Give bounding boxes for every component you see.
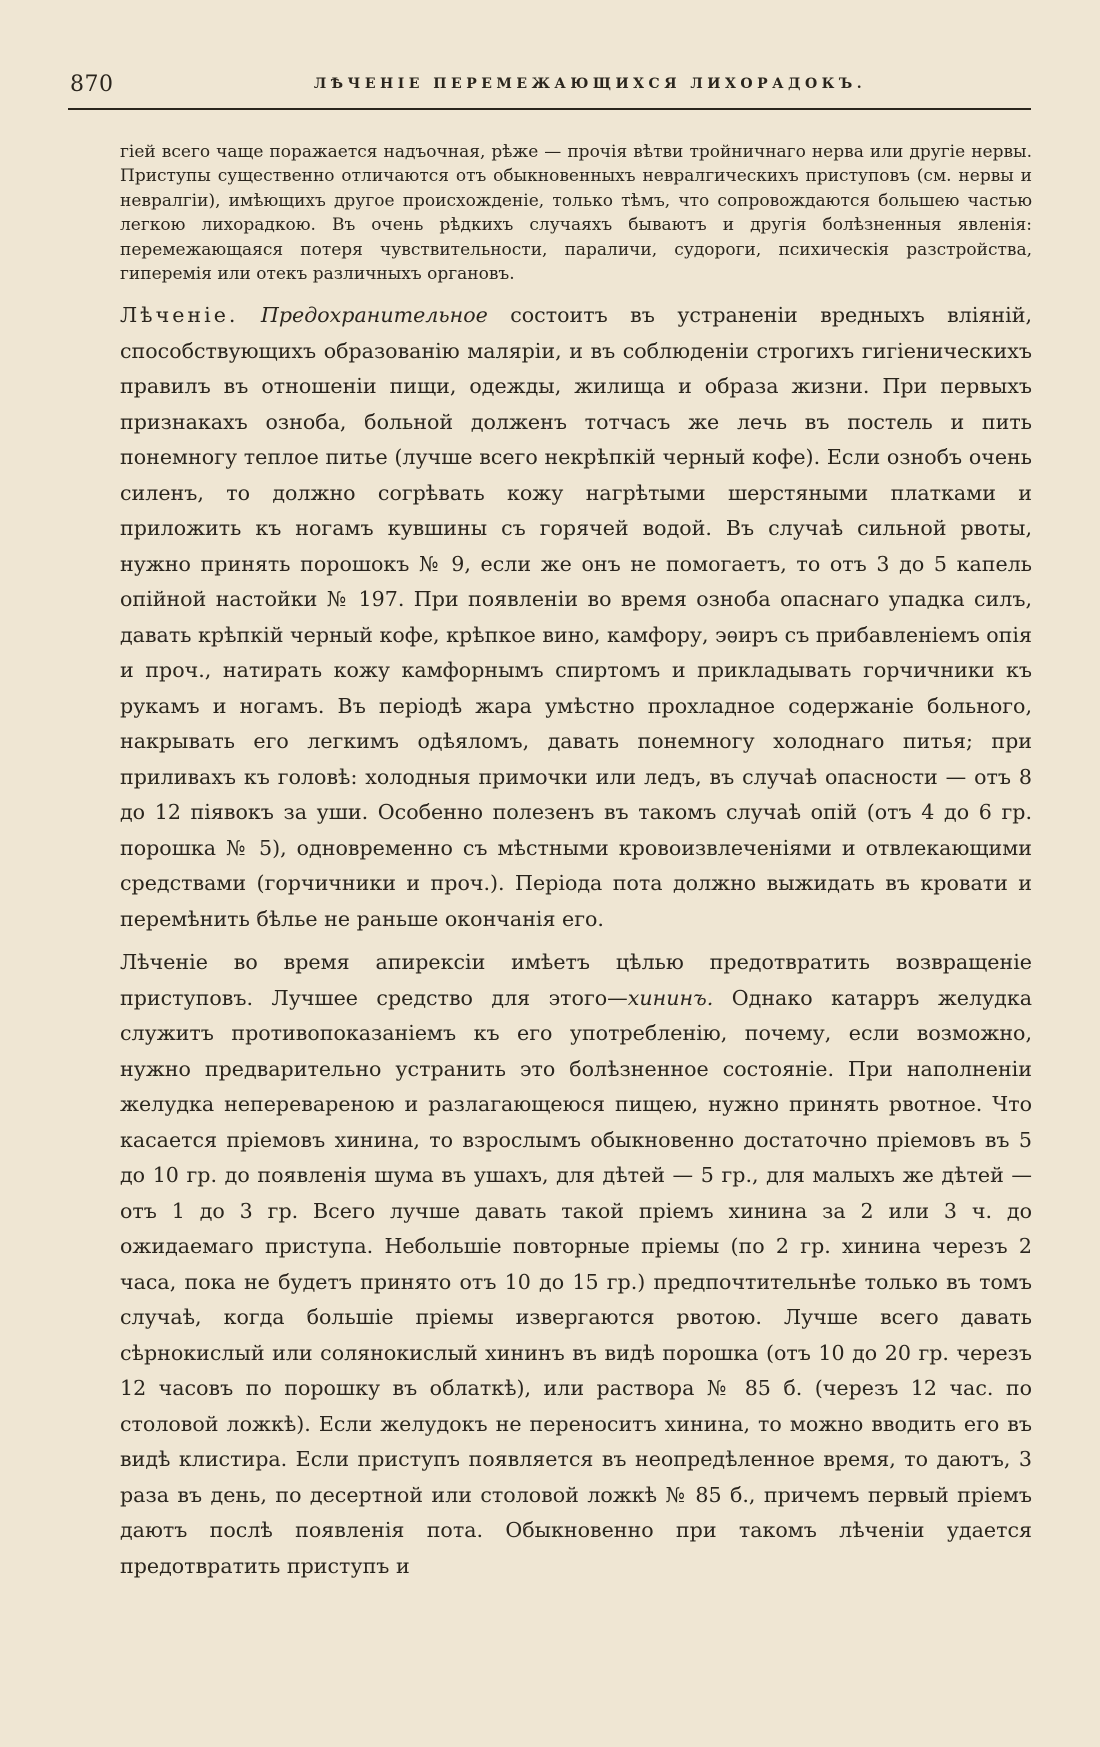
- page-number: 870: [70, 72, 114, 97]
- section-lead: Лѣченіе.: [120, 303, 239, 328]
- page-header: [70, 72, 1030, 106]
- italic-term: Предохранительное: [260, 303, 488, 328]
- body-text: [120, 140, 1032, 1592]
- header-rule: [68, 108, 1031, 110]
- italic-term: хининъ.: [627, 985, 714, 1010]
- apyrexia-paragraph: [120, 945, 1032, 1584]
- treatment-paragraph: [120, 298, 1032, 937]
- paragraph-text: состоитъ въ устраненіи вредныхъ вліяній, способствующихъ образованію маляріи, и въ соблюденіи строгихъ гигіеническихъ правилъ въ отношеніи пищи, одежды, жилища и образа жизни. При первыхъ признакахъ озноба, больной долженъ тотчасъ же лечь въ постель и пить понемногу теплое питье (лучше всего некрѣпкій черный кофе). Если ознобъ очень силенъ, то должно согрѣвать кожу нагрѣтыми шерстяными платками и приложить къ ногамъ кувшины съ горячей водой. Въ случаѣ сильной рвоты, нужно принять порошокъ № 9, если же онъ не помогаетъ, то отъ 3 до 5 капель опійной настойки № 197. При появленіи во время озноба опаснаго упадка силъ, давать крѣпкій черный кофе, крѣпкое вино, камфору, эѳиръ съ прибавленіемъ опія и проч., натирать кожу камфорнымъ спиртомъ и прикладывать горчичники къ рукамъ и ногамъ. Въ періодѣ жара умѣстно прохладное содержаніе больного, накрывать его легкимъ одѣяломъ, давать понемногу холоднаго питья; при приливахъ къ головѣ: холодныя примочки или ледъ, въ случаѣ опасности — отъ 8 до 12 піявокъ за уши. Особенно полезенъ въ такомъ случаѣ опій (отъ 4 до 6 гр. порошка № 5), одновременно съ мѣстными кровоизвлеченіями и отвлекающими средствами (горчичники и проч.). Періода пота должно выжидать въ кровати и перемѣнить бѣлье не раньше окончанія его.: [120, 303, 1032, 931]
- small-print-paragraph: гіей всего чаще поражается надъочная, рѣже — прочія вѣтви тройничнаго нерва или другіе нервы. Приступы существенно отличаются отъ обыкновенныхъ невралгическихъ приступовъ (см. нервы и невралгіи), имѣющихъ другое происхожденіе, только тѣмъ, что сопровождаются большею частью легкою лихорадкою. Въ очень рѣдкихъ случаяхъ бываютъ и другія болѣзненныя явленія: перемежающаяся потеря чувствительности, параличи, судороги, психическія разстройства, гиперемія или отекъ различныхъ органовъ.: [120, 142, 1032, 285]
- paragraph-text: Однако катарръ желудка служитъ противопоказаніемъ къ его употребленію, почему, если возможно, нужно предварительно устранить это болѣзненное состояніе. При наполненіи желудка неперевареною и разлагающеюся пищею, нужно принять рвотное. Что касается пріемовъ хинина, то взрослымъ обыкновенно достаточно пріемовъ въ 5 до 10 гр. до появленія шума въ ушахъ, для дѣтей — 5 гр., для малыхъ же дѣтей — отъ 1 до 3 гр. Всего лучше давать такой пріемъ хинина за 2 или 3 ч. до ожидаемаго приступа. Небольшіе повторные пріемы (по 2 гр. хинина черезъ 2 часа, пока не будетъ принято отъ 10 до 15 гр.) предпочтительнѣе только въ томъ случаѣ, когда большіе пріемы извергаются рвотою. Лучше всего давать сѣрнокислый или солянокислый хининъ въ видѣ порошка (отъ 10 до 20 гр. черезъ 12 часовъ по порошку въ облаткѣ), или раствора № 85 б. (черезъ 12 час. по столовой ложкѣ). Если желудокъ не переноситъ хинина, то можно вводить его въ видѣ клистира. Если приступъ появляется въ неопредѣленное время, то даютъ, 3 раза въ день, по десертной или столовой ложкѣ № 85 б., причемъ первый пріемъ даютъ послѣ появленія пота. Обыкновенно при такомъ лѣченіи удается предотвратить приступъ и: [120, 985, 1032, 1578]
- paragraph-text: Лѣченіе во время апирексіи имѣетъ цѣлью предотвратить возвращеніе приступовъ. Лучшее средство для этого—: [120, 950, 1032, 1010]
- running-title: ЛѢЧЕНІЕ ПЕРЕМЕЖАЮЩИХСЯ ЛИХОРАДОКЪ.: [313, 76, 867, 92]
